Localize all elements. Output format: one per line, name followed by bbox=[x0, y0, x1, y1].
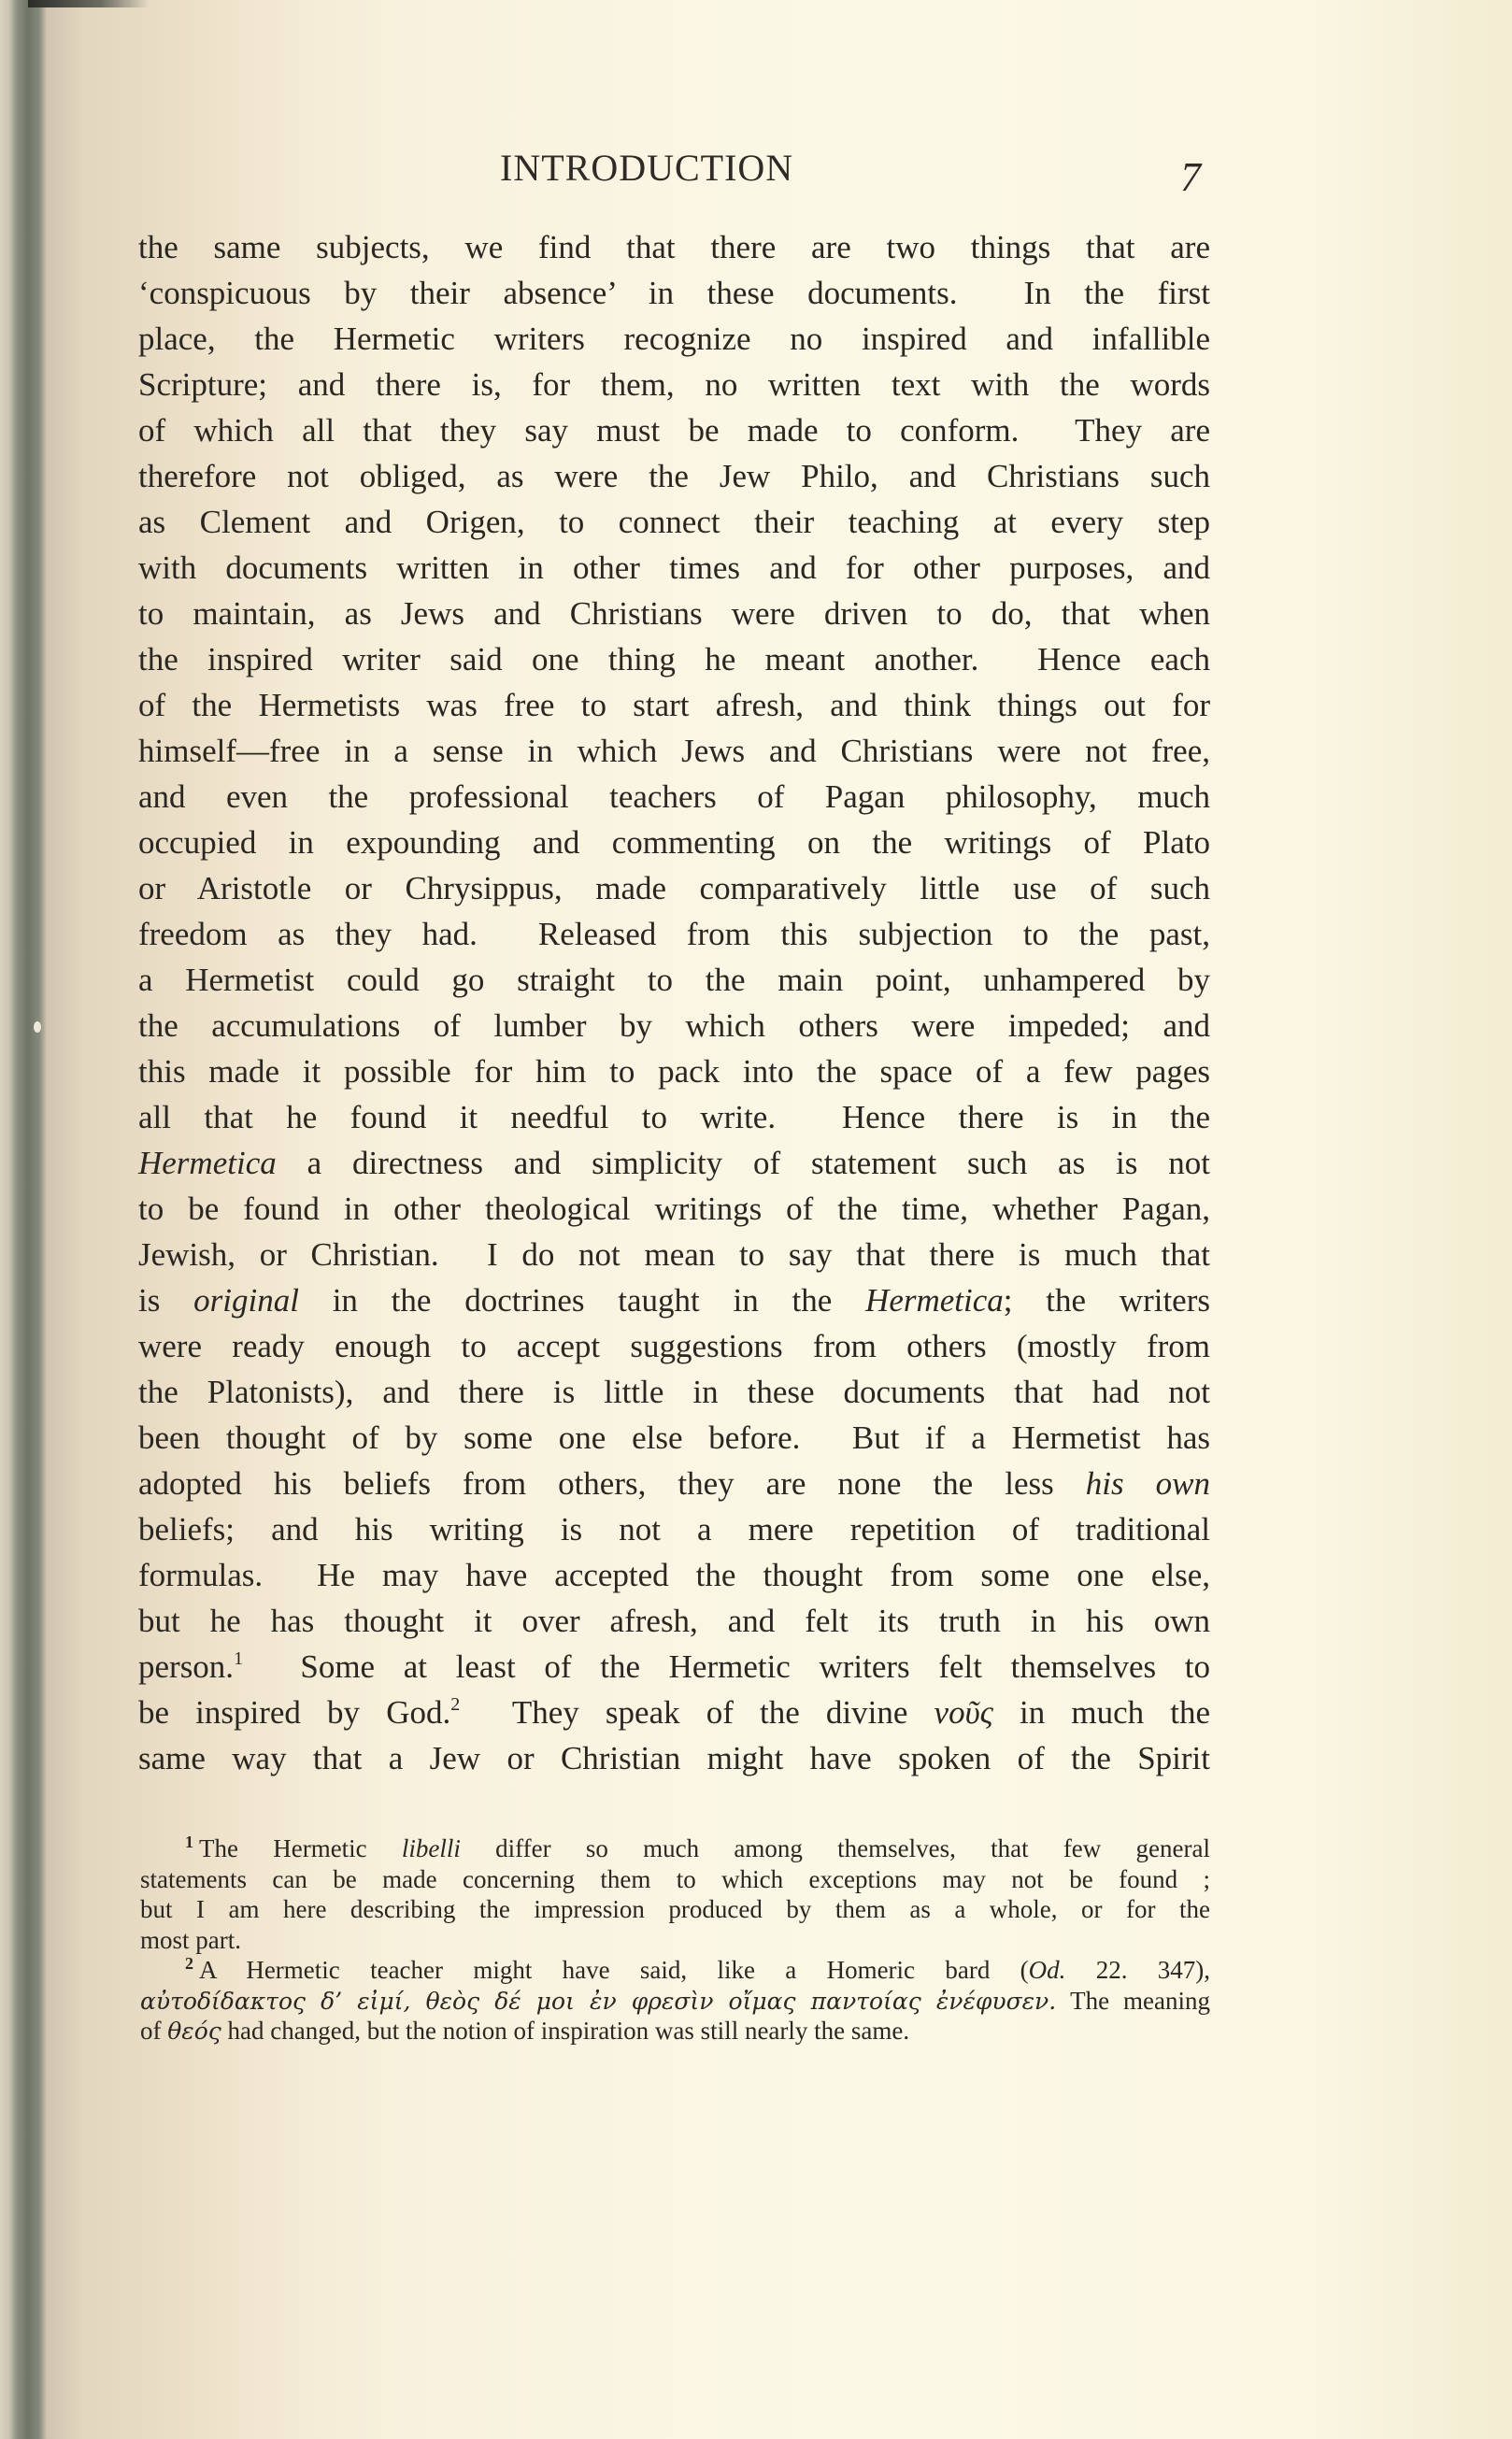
text-line bbox=[138, 1735, 1210, 1781]
binding-shadow bbox=[28, 0, 150, 7]
text-line bbox=[138, 1003, 1210, 1048]
text-run: the same subjects, we find that there are two things that are bbox=[138, 229, 1210, 265]
footnote-reference: 2 bbox=[450, 1694, 461, 1715]
text-run: Some at least of the Hermetic writers felt themselves to bbox=[243, 1648, 1210, 1685]
text-run: The meaning bbox=[1056, 1986, 1211, 2015]
text-run: ; the writers bbox=[1003, 1282, 1210, 1319]
text-run: freedom as they had. Released from this subjection to the past, bbox=[138, 916, 1210, 952]
text-run: the accumulations of lumber by which others were impeded; and bbox=[138, 1007, 1210, 1044]
text-run: but I am here describing the impression produced by them as a whole, or for the bbox=[140, 1895, 1210, 1923]
text-run: were ready enough to accept suggestions from others (mostly from bbox=[138, 1328, 1210, 1364]
footnotes bbox=[140, 1833, 1210, 2047]
text-run: as Clement and Origen, to connect their teaching at every step bbox=[138, 504, 1210, 540]
text-line bbox=[138, 545, 1210, 591]
text-run: Jewish, or Christian. I do not mean to say that there is much that bbox=[138, 1236, 1210, 1273]
text-run: the Platonists), and there is little in these documents that had not bbox=[138, 1374, 1210, 1410]
footnote-line bbox=[140, 2016, 1210, 2047]
text-run: same way that a Jew or Christian might have spoken of the Spirit bbox=[138, 1740, 1210, 1776]
body-text bbox=[138, 224, 1210, 1781]
greek-text: αὐτοδίδακτος δ’ εἰμί, θεὸς δέ μοι ἐν φρεσὶν οἴμας παντοίας ἐνέφυσεν. bbox=[140, 1987, 1057, 2015]
text-run: himself—free in a sense in which Jews and Christians were not free, bbox=[138, 733, 1210, 769]
page-number: 7 bbox=[1180, 154, 1201, 200]
text-line bbox=[138, 1048, 1210, 1094]
text-line bbox=[138, 1552, 1210, 1598]
footnote-1 bbox=[140, 1833, 1210, 1955]
text-line bbox=[138, 728, 1210, 774]
text-run: to be found in other theological writings of the time, whether Pagan, bbox=[138, 1191, 1210, 1227]
italic-text: Hermetica bbox=[138, 1145, 277, 1181]
text-line bbox=[138, 362, 1210, 407]
text-line bbox=[138, 499, 1210, 545]
italic-text: Hermetica bbox=[865, 1282, 1004, 1319]
footnote-line bbox=[140, 1894, 1210, 1925]
text-line bbox=[138, 1186, 1210, 1232]
text-run: They speak of the divine bbox=[460, 1694, 934, 1731]
text-run: and even the professional teachers of Pagan philosophy, much bbox=[138, 778, 1210, 815]
text-run: to maintain, as Jews and Christians were driven to do, that when bbox=[138, 595, 1210, 632]
text-run: or Aristotle or Chrysippus, made comparatively little use of such bbox=[138, 870, 1210, 906]
footnote-line bbox=[140, 1833, 1210, 1864]
text-run: ‘conspicuous by their absence’ in these documents. In the first bbox=[138, 275, 1210, 311]
text-run: the inspired writer said one thing he meant another. Hence each bbox=[138, 641, 1210, 678]
text-run: beliefs; and his writing is not a mere repetition of traditional bbox=[138, 1511, 1210, 1548]
footnote-reference: 1 bbox=[234, 1648, 244, 1669]
greek-text: θεός bbox=[167, 2018, 221, 2045]
text-line bbox=[138, 1232, 1210, 1277]
text-line bbox=[138, 591, 1210, 636]
text-run: a Hermetist could go straight to the main point, unhampered by bbox=[138, 962, 1210, 998]
text-line bbox=[138, 1598, 1210, 1644]
text-run: is bbox=[138, 1282, 194, 1319]
text-run: of the Hermetists was free to start afresh, and think things out for bbox=[138, 687, 1210, 723]
text-run: but he has thought it over afresh, and felt its truth in his own bbox=[138, 1603, 1210, 1639]
running-head-title: INTRODUCTION bbox=[500, 147, 794, 189]
text-line bbox=[138, 1369, 1210, 1415]
text-line bbox=[138, 1506, 1210, 1552]
text-line bbox=[138, 407, 1210, 453]
text-line bbox=[138, 1140, 1210, 1186]
text-line bbox=[138, 682, 1210, 728]
text-run: A Hermetic teacher might have said, like a Homeric bard ( bbox=[199, 1956, 1029, 1984]
text-line bbox=[138, 1277, 1210, 1323]
running-head bbox=[138, 140, 1210, 206]
text-line bbox=[138, 957, 1210, 1003]
text-line bbox=[138, 636, 1210, 682]
text-run: adopted his beliefs from others, they are none the less bbox=[138, 1465, 1086, 1502]
italic-text: original bbox=[193, 1282, 299, 1319]
text-run: of which all that they say must be made to conform. They are bbox=[138, 412, 1210, 449]
footnote-mark: 2 bbox=[185, 1954, 193, 1973]
text-run: therefore not obliged, as were the Jew Philo, and Christians such bbox=[138, 458, 1210, 494]
text-line bbox=[138, 911, 1210, 957]
text-line bbox=[138, 1323, 1210, 1369]
text-run: The Hermetic bbox=[199, 1834, 402, 1862]
text-line bbox=[138, 224, 1210, 270]
text-run: Scripture; and there is, for them, no written text with the words bbox=[138, 366, 1210, 403]
text-line bbox=[138, 774, 1210, 820]
footnote-2 bbox=[140, 1955, 1210, 2047]
text-run: most part. bbox=[140, 1925, 241, 1954]
text-run: in the doctrines taught in the bbox=[298, 1282, 866, 1319]
text-line bbox=[138, 1415, 1210, 1461]
text-line bbox=[138, 1644, 1210, 1690]
text-line bbox=[138, 1690, 1210, 1735]
text-run: a directness and simplicity of statement such as is not bbox=[276, 1145, 1210, 1181]
text-run: person. bbox=[138, 1648, 235, 1685]
text-run: in much the bbox=[992, 1694, 1211, 1731]
italic-text: his own bbox=[1085, 1465, 1210, 1502]
footnote-mark: 1 bbox=[185, 1833, 193, 1851]
text-run: occupied in expounding and commenting on the writings of Plato bbox=[138, 824, 1210, 861]
text-run: all that he found it needful to write. Hence there is in the bbox=[138, 1099, 1210, 1135]
footnote-line bbox=[140, 1925, 1210, 1956]
footnote-line bbox=[140, 1955, 1210, 1986]
text-line bbox=[138, 1461, 1210, 1506]
text-run: statements can be made concerning them to which exceptions may not be found ; bbox=[140, 1864, 1210, 1893]
text-run: place, the Hermetic writers recognize no inspired and infallible bbox=[138, 321, 1210, 357]
text-run: 22. 347), bbox=[1065, 1956, 1210, 1984]
italic-text: Od. bbox=[1028, 1956, 1066, 1984]
italic-text: νoῦς bbox=[934, 1694, 993, 1731]
text-run: be inspired by God. bbox=[138, 1694, 451, 1731]
text-run: this made it possible for him to pack into the space of a few pages bbox=[138, 1053, 1210, 1090]
text-line bbox=[138, 316, 1210, 362]
footnote-line bbox=[140, 1986, 1210, 2017]
text-line bbox=[138, 453, 1210, 499]
text-run: differ so much among themselves, that few general bbox=[460, 1834, 1210, 1862]
text-line bbox=[138, 270, 1210, 316]
text-run: formulas. He may have accepted the thought from some one else, bbox=[138, 1557, 1210, 1593]
text-line bbox=[138, 1094, 1210, 1140]
text-run: had changed, but the notion of inspiration was still nearly the same. bbox=[221, 2017, 910, 2045]
italic-text: libelli bbox=[401, 1834, 461, 1862]
text-run: been thought of by some one else before. But if a Hermetist has bbox=[138, 1419, 1210, 1456]
text-line bbox=[138, 820, 1210, 865]
text-run: of bbox=[140, 2017, 168, 2045]
text-line bbox=[138, 865, 1210, 911]
paper-speck bbox=[34, 1021, 41, 1033]
text-run: with documents written in other times and for other purposes, and bbox=[138, 549, 1210, 586]
footnote-line bbox=[140, 1864, 1210, 1895]
